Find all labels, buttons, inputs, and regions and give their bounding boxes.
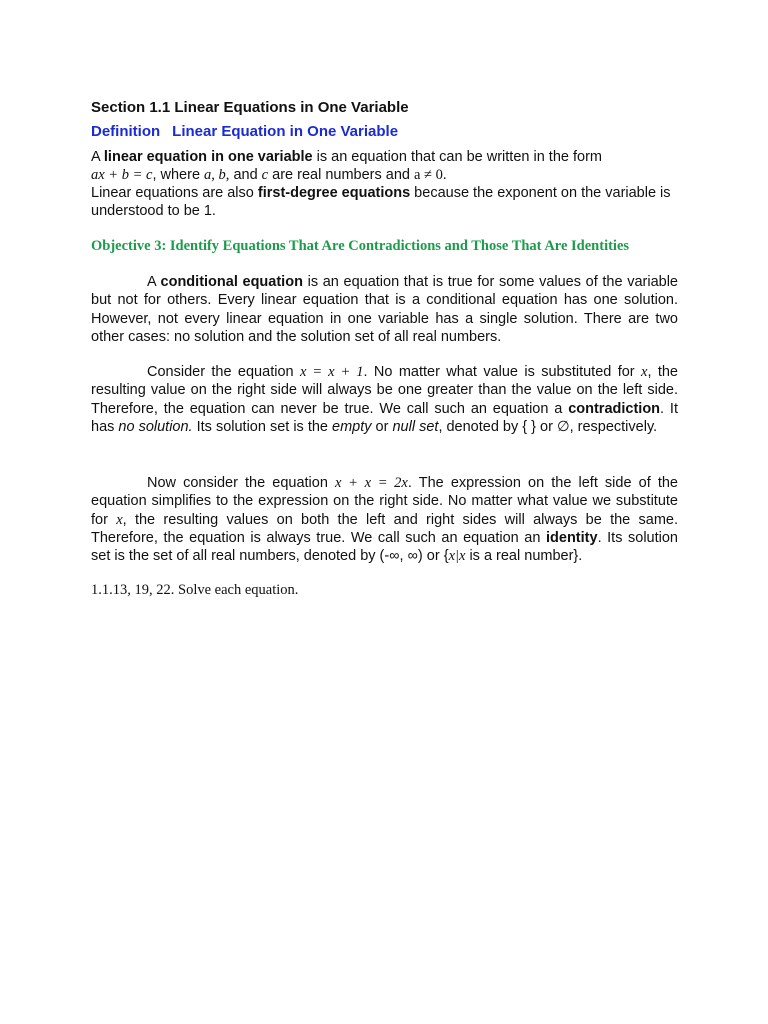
text-run: A — [91, 149, 104, 165]
variable-x: x — [641, 364, 648, 380]
objective-heading: Objective 3: Identify Equations That Are Contradictions and Those That Are Identities — [91, 238, 630, 254]
text-run: or — [371, 418, 393, 435]
text-run: Linear equations are also — [91, 185, 258, 201]
text-run: is an equation that can be written in the form — [312, 149, 602, 165]
text-run: Consider the equation — [147, 364, 300, 380]
term-conditional: conditional equation — [160, 274, 303, 290]
equation-form: ax + b = c — [91, 167, 153, 183]
paragraph-contradiction — [91, 363, 678, 436]
set-builder: x|x — [448, 548, 466, 565]
paragraph-identity — [91, 474, 678, 565]
text-run: A — [147, 274, 161, 290]
exercise-line: 1.1.13, 19, 22. Solve each equation. — [91, 582, 299, 598]
text-run: . The expression on the left side of the equation simplifies to the expression on the right side. No matter what value we substitute for — [91, 475, 678, 528]
text-run: . Its solution set is the set of all real numbers, denoted by (-∞, ∞) or { — [91, 529, 678, 565]
variable-c: c — [261, 167, 269, 183]
section-title: Section 1.1 Linear Equations in One Variable — [91, 99, 409, 116]
text-run: . No matter what value is substituted for — [363, 364, 641, 380]
term-first-degree: first-degree equations — [257, 185, 411, 201]
text-run: , denoted by { } or ∅, respectively. — [438, 418, 658, 435]
definition-heading — [91, 123, 678, 140]
text-run: and — [229, 167, 262, 183]
term-contradiction: contradiction — [568, 400, 661, 417]
text-run: because the exponent on the variable is understood to be 1. — [91, 185, 671, 219]
text-run: Now consider the equation — [147, 475, 335, 491]
empty-text: empty — [332, 418, 372, 435]
text-run: , where — [152, 167, 205, 183]
equation-contradiction: x = x + 1 — [299, 364, 364, 380]
term-identity: identity — [546, 529, 598, 546]
equation-identity: x + x = 2x — [334, 475, 408, 491]
definition-text — [91, 148, 678, 220]
term-linear-equation: linear equation in one variable — [103, 149, 313, 165]
text-run: . It has — [91, 400, 678, 435]
text-run: Its solution set is the — [192, 418, 333, 435]
nonzero-condition: a ≠ 0. — [414, 167, 447, 183]
no-solution-text: no solution. — [118, 418, 193, 435]
definition-title: Linear Equation in One Variable — [172, 123, 399, 140]
null-set-text: null set — [392, 418, 439, 435]
text-run: is an equation that is true for some values of the variable but not for others. Every linear equation that is a conditional equation has one solution. However, not every linear equation in one variable has a single solution. There are two other cases: no solution and the solution set of all real numbers. — [91, 274, 678, 345]
variable-names: a, b, — [204, 167, 230, 183]
text-run: , the resulting values on both the left and right sides will always be the same. Therefore, the equation is always true. We call such an equation an — [91, 511, 678, 546]
definition-label: Definition — [91, 123, 161, 140]
variable-x: x — [116, 511, 123, 528]
paragraph-conditional — [91, 273, 678, 346]
text-run: is a real number}. — [465, 548, 583, 565]
text-run: , the resulting value on the right side will always be one greater than the value on the left side. Therefore, the equation can never be true. We call such an equation a — [91, 364, 678, 417]
text-run: are real numbers and — [268, 167, 414, 183]
